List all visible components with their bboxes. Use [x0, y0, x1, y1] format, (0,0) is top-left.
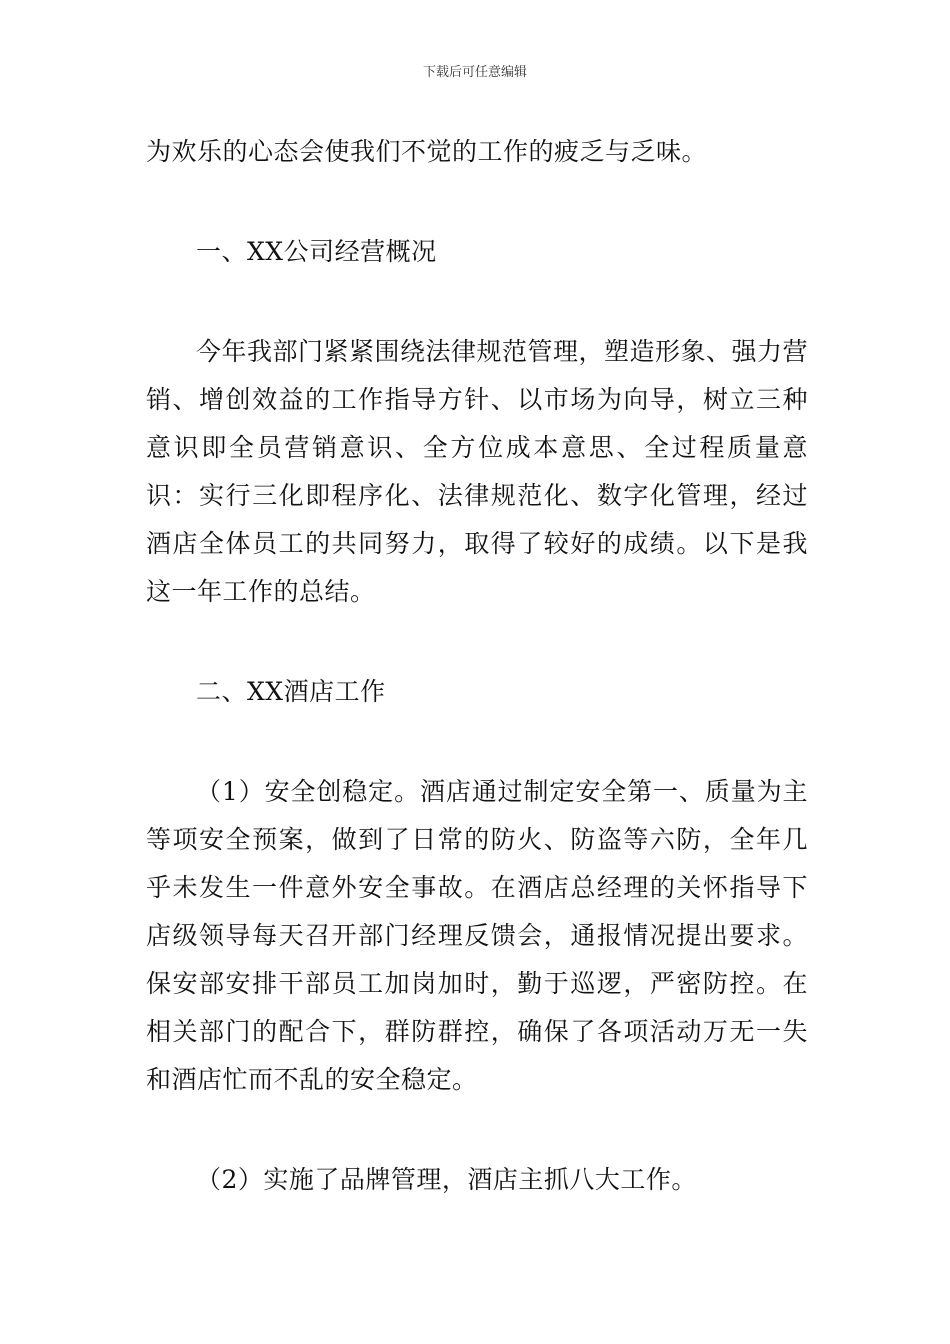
paragraph-overview: 今年我部门紧紧围绕法律规范管理，塑造形象、强力营销、增创效益的工作指导方针、以市场为向导，树立三种意识即全员营销意识、全方位成本意思、全过程质量意识：实行三化即程序化、法律规范化、数字化管理，经过酒店全体员工的共同努力，取得了较好的成绩。以下是我这一年工作的总结。 [146, 337, 809, 606]
section-heading-1: 一、XX公司经营概况 [196, 237, 437, 266]
paragraph-safety: （1）安全创稳定。酒店通过制定安全第一、质量为主等项安全预案，做到了日常的防火、防盗等六防，全年几乎未发生一件意外安全事故。在酒店总经理的关怀指导下店级领导每天召开部门经理反馈会，通报情况提出要求。保安部安排干部员工加岗加时，勤于巡逻，严密防控。在相关部门的配合下，群防群控，确保了各项活动万无一失和酒店忙而不乱的安全稳定。 [146, 777, 808, 1094]
section-heading-2: 二、XX酒店工作 [196, 677, 386, 706]
paragraph-brand: （2）实施了品牌管理，酒店主抓八大工作。 [196, 1165, 697, 1194]
header-note: 下载后可任意编辑 [422, 65, 527, 80]
paragraph-continuation: 为欢乐的心态会使我们不觉的工作的疲乏与乏味。 [146, 137, 708, 166]
document-body [146, 128, 808, 1204]
